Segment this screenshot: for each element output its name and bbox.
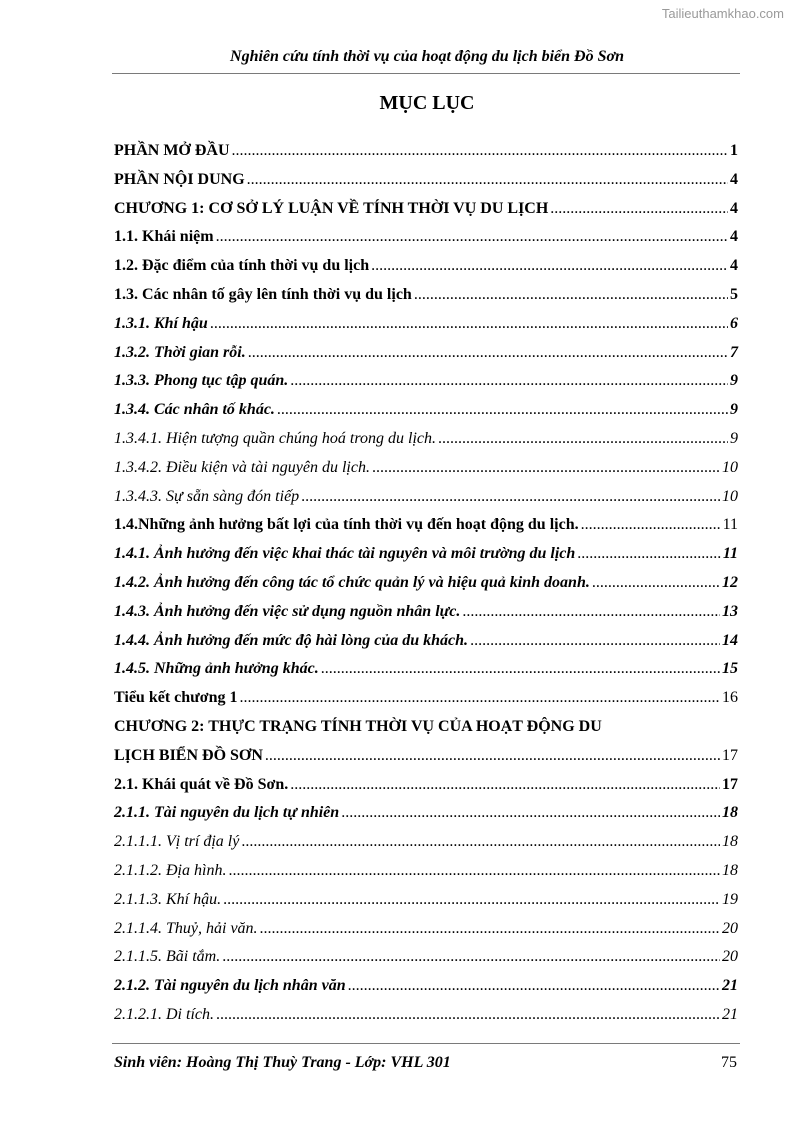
toc-entry-page: 14 [722, 631, 738, 649]
toc-entry-text: 1.1. Khái niệm [114, 228, 214, 246]
toc-entry[interactable] [114, 1001, 738, 1030]
toc-leader [301, 483, 720, 512]
toc-leader [438, 425, 728, 454]
toc-leader [290, 367, 728, 396]
toc-entry-page: 17 [722, 746, 738, 764]
toc-entry[interactable] [114, 137, 738, 166]
toc-entry-text: 1.3.4.3. Sự sẵn sàng đón tiếp [114, 487, 300, 505]
toc-entry-page: 10 [722, 458, 738, 476]
toc-entry[interactable] [114, 367, 738, 396]
toc-entry-page: 11 [722, 516, 738, 534]
toc-entry-text: 2.1.2. Tài nguyên du lịch nhân văn [114, 977, 346, 995]
toc-leader [341, 799, 720, 828]
toc-entry[interactable] [114, 425, 738, 454]
toc-entry[interactable] [114, 627, 738, 656]
toc-entry[interactable] [114, 195, 738, 224]
toc-entry-page: 4 [730, 257, 738, 275]
toc-entry-text: 1.3.3. Phong tục tập quán. [114, 372, 289, 390]
toc-leader [265, 742, 720, 771]
toc-leader [232, 137, 728, 166]
toc-entry-text: 1.3.4. Các nhân tố khác. [114, 401, 275, 419]
toc-entry[interactable] [114, 252, 738, 281]
toc-entry-text: LỊCH BIỂN ĐỒ SƠN [114, 746, 263, 764]
toc-entry-text: 2.1. Khái quát về Đồ Sơn. [114, 775, 289, 793]
toc-leader [260, 915, 720, 944]
toc-entry-page: 9 [730, 401, 738, 419]
toc-entry-text: 2.1.1.2. Địa hình. [114, 861, 227, 879]
toc-entry-text: 2.1.1.4. Thuỷ, hải văn. [114, 919, 258, 937]
toc-entry[interactable] [114, 166, 738, 195]
toc-entry-page: 21 [722, 977, 738, 995]
toc-entry-text: 1.3.4.1. Hiện tượng quần chúng hoá trong du lịch. [114, 429, 436, 447]
toc-leader [470, 627, 720, 656]
toc-entry-page: 20 [722, 948, 738, 966]
toc-leader [216, 1001, 720, 1030]
toc-leader [371, 252, 728, 281]
toc-leader [248, 339, 728, 368]
toc-entry-page: 7 [730, 343, 738, 361]
footer-divider [112, 1043, 740, 1044]
toc-entry[interactable] [114, 540, 738, 569]
toc-entry[interactable] [114, 281, 738, 310]
toc-leader [290, 771, 720, 800]
running-header: Nghiên cứu tính thời vụ của hoạt động du lịch biển Đồ Sơn [230, 48, 624, 65]
toc-entry-page: 5 [730, 285, 738, 303]
toc-entry-text: 1.3.2. Thời gian rỗi. [114, 343, 246, 361]
toc-entry[interactable] [114, 396, 738, 425]
toc-entry-page: 4 [730, 170, 738, 188]
toc-leader [577, 540, 721, 569]
toc-leader [241, 828, 720, 857]
toc-entry[interactable] [114, 310, 738, 339]
toc-leader [348, 972, 720, 1001]
toc-entry-page: 12 [722, 573, 738, 591]
toc-entry-page: 10 [722, 487, 738, 505]
toc-leader [321, 655, 720, 684]
toc-entry-text: 1.3.1. Khí hậu [114, 314, 208, 332]
toc-leader [247, 166, 728, 195]
toc-entry[interactable] [114, 742, 738, 771]
toc-entry[interactable] [114, 598, 738, 627]
toc-entry-page: 11 [722, 545, 738, 563]
toc-entry-page: 6 [730, 314, 738, 332]
toc-leader [277, 396, 728, 425]
toc-entry[interactable] [114, 972, 738, 1001]
toc-entry-text: 2.1.1.5. Bãi tắm. [114, 948, 221, 966]
toc-leader [414, 281, 728, 310]
toc-entry-text: 2.1.1.1. Vị trí địa lý [114, 833, 240, 851]
toc-leader [581, 511, 721, 540]
toc-entry[interactable] [114, 943, 738, 972]
toc-entry-text: 1.4.4. Ảnh hưởng đến mức độ hài lòng của du khách. [114, 631, 469, 649]
toc-entry-text: PHẦN MỞ ĐẦU [114, 142, 230, 159]
toc-entry-page: 20 [722, 919, 738, 937]
toc-entry-text: 1.4.Những ảnh hưởng bất lợi của tính thời vụ đến hoạt động du lịch. [114, 516, 579, 534]
toc-leader [240, 684, 720, 713]
toc-entry[interactable] [114, 915, 738, 944]
toc-leader [216, 223, 728, 252]
header-divider [112, 73, 740, 74]
table-of-contents [114, 137, 738, 1030]
toc-leader [222, 943, 720, 972]
toc-entry[interactable] [114, 569, 738, 598]
toc-entry-page: 16 [722, 689, 738, 707]
toc-entry[interactable] [114, 799, 738, 828]
toc-leader [372, 454, 720, 483]
toc-entry-page: 15 [722, 660, 738, 678]
toc-entry-page: 1 [730, 142, 738, 159]
toc-entry-page: 18 [722, 861, 738, 879]
toc-entry[interactable] [114, 713, 738, 742]
toc-entry[interactable] [114, 339, 738, 368]
toc-entry-text: 2.1.1. Tài nguyên du lịch tự nhiên [114, 804, 340, 822]
footer-student: Sinh viên: Hoàng Thị Thuỳ Trang - Lớp: VHL 301 [114, 1054, 451, 1071]
toc-entry[interactable] [114, 828, 738, 857]
toc-entry-text: Tiểu kết chương 1 [114, 689, 238, 707]
toc-entry-text: 1.4.5. Những ảnh hưởng khác. [114, 660, 319, 678]
toc-entry[interactable] [114, 684, 738, 713]
toc-entry[interactable] [114, 223, 738, 252]
toc-leader [462, 598, 720, 627]
toc-leader [223, 886, 720, 915]
toc-entry-text: 1.4.2. Ảnh hưởng đến công tác tổ chức quản lý và hiệu quả kinh doanh. [114, 573, 590, 591]
toc-entry[interactable] [114, 771, 738, 800]
toc-entry-text: 2.1.2.1. Di tích. [114, 1005, 214, 1023]
toc-entry-text: CHƯƠNG 2: THỰC TRẠNG TÍNH THỜI VỤ CỦA HOẠT ĐỘNG DU [114, 717, 602, 735]
toc-entry-text: CHƯƠNG 1: CƠ SỞ LÝ LUẬN VỀ TÍNH THỜI VỤ DU LỊCH [114, 199, 549, 217]
toc-leader [550, 195, 728, 224]
toc-entry-text: 1.4.3. Ảnh hưởng đến việc sử dụng nguồn nhân lực. [114, 602, 461, 620]
toc-entry[interactable] [114, 886, 738, 915]
toc-entry[interactable] [114, 483, 738, 512]
toc-leader [210, 310, 728, 339]
toc-entry-page: 9 [730, 429, 738, 447]
toc-entry-page: 21 [722, 1005, 738, 1023]
toc-entry-text: 1.2. Đặc điểm của tính thời vụ du lịch [114, 257, 370, 275]
toc-entry-page: 9 [730, 372, 738, 390]
toc-entry-page: 4 [730, 228, 738, 246]
toc-leader [592, 569, 720, 598]
toc-title: MỤC LỤC [379, 92, 475, 114]
toc-entry-text: 1.3.4.2. Điều kiện và tài nguyên du lịch. [114, 458, 370, 476]
watermark: Tailieuthamkhao.com [661, 6, 784, 21]
toc-entry-page: 13 [722, 602, 738, 620]
toc-entry-page: 18 [722, 833, 738, 851]
toc-entry-text: PHẦN NỘI DUNG [114, 170, 245, 188]
toc-leader [228, 857, 720, 886]
toc-entry-text: 2.1.1.3. Khí hậu. [114, 890, 222, 908]
toc-entry[interactable] [114, 857, 738, 886]
toc-entry-page: 17 [722, 775, 738, 793]
toc-entry-text: 1.3. Các nhân tố gây lên tính thời vụ du lịch [114, 285, 412, 303]
toc-entry[interactable] [114, 655, 738, 684]
toc-entry-page: 18 [722, 804, 738, 822]
toc-entry[interactable] [114, 454, 738, 483]
toc-entry-page: 4 [730, 199, 738, 217]
page-number: 75 [721, 1054, 737, 1071]
toc-entry-text: 1.4.1. Ảnh hưởng đến việc khai thác tài nguyên và môi trường du lịch [114, 545, 576, 563]
toc-entry-page: 19 [722, 890, 738, 908]
toc-entry[interactable] [114, 511, 738, 540]
